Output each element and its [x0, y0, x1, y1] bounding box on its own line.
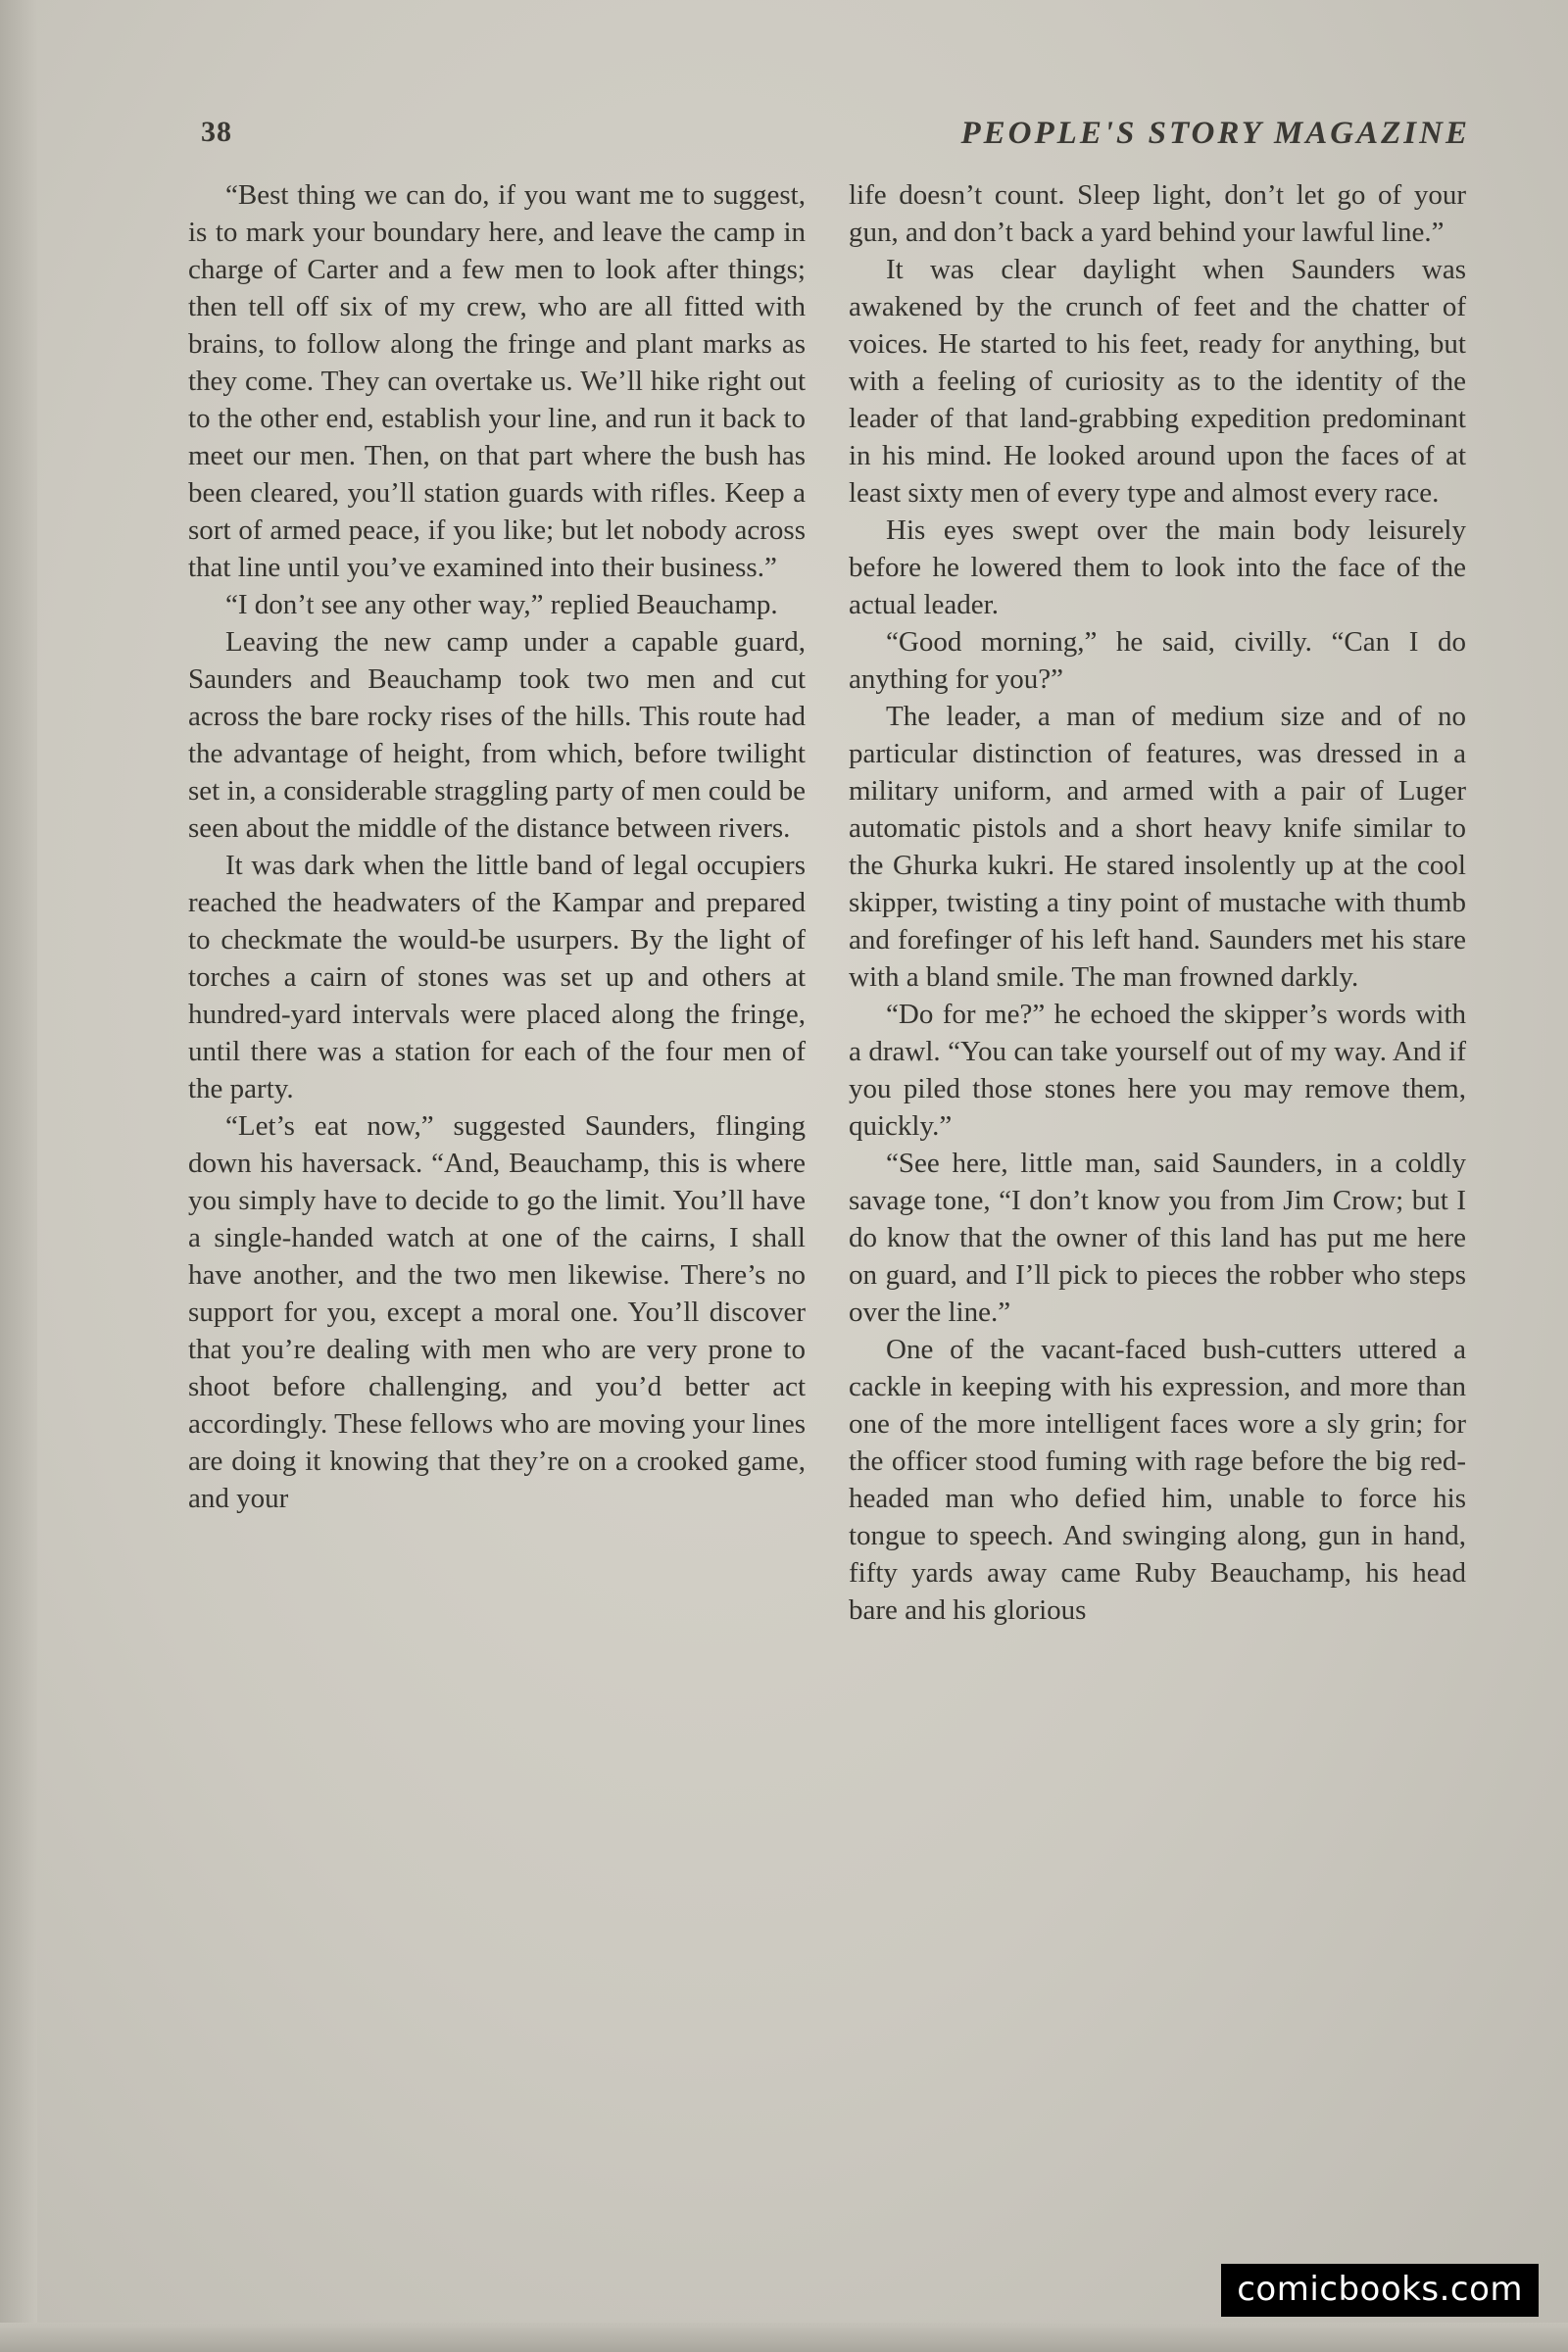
running-title: PEOPLE'S STORY MAGAZINE	[960, 116, 1470, 151]
watermark-label: comicbooks.com	[1221, 2264, 1539, 2317]
paragraph: “Let’s eat now,” suggested Saunders, flinging down his haversack. “And, Beauchamp, this is where you simply have to decide to go the limit. You’ll have a single-handed watch at one of the cairns, I shall have another, and the two men likewise. There’s no support for you, except a moral one. You’ll discover that you’re dealing with men who are very prone to shoot before challenging, and you’d better act accordingly. These fellows who are moving your lines are doing it knowing that they’re on a crooked game, and your	[188, 1110, 806, 1514]
page-number: 38	[201, 116, 232, 148]
text-column-left	[188, 176, 806, 1517]
page-bottom-edge	[0, 2323, 1568, 2352]
page-header	[201, 116, 1470, 163]
paragraph: Leaving the new camp under a capable guard, Saunders and Beauchamp took two men and cut across the bare rocky rises of the hills. This route had the advantage of height, from which, before twilight set in, a considerable straggling party of men could be seen about the middle of the distance between rivers.	[188, 626, 806, 844]
paragraph: One of the vacant-faced bush-cutters uttered a cackle in keeping with his expression, and more than one of the more intelligent faces wore a sly grin; for the officer stood fuming with rage before the big red-headed man who defied him, unable to force his tongue to speech. And swinging along, gun in hand, fifty yards away came Ruby Beauchamp, his head bare and his glorious	[849, 1334, 1466, 1626]
paragraph: It was dark when the little band of legal occupiers reached the headwaters of the Kampar and prepared to checkmate the would-be usurpers. By the light of torches a cairn of stones was set up and others at hundred-yard intervals were placed along the fringe, until there was a station for each of the four men of the party.	[188, 850, 806, 1104]
text-column-right	[849, 176, 1466, 1629]
paragraph: His eyes swept over the main body leisurely before he lowered them to look into the face of the actual leader.	[849, 514, 1466, 620]
paragraph: “Best thing we can do, if you want me to suggest, is to mark your boundary here, and leave the camp in charge of Carter and a few men to look after things; then tell off six of my crew, who are all fitted with brains, to follow along the fringe and plant marks as they come. They can overtake us. We’ll hike right out to the other end, establish your line, and run it back to meet our men. Then, on that part where the bush has been cleared, you’ll station guards with rifles. Keep a sort of armed peace, if you like; but let nobody across that line until you’ve examined into their business.”	[188, 179, 806, 583]
paragraph: “I don’t see any other way,” replied Beauchamp.	[225, 589, 778, 620]
paragraph: “Good morning,” he said, civilly. “Can I do anything for you?”	[849, 626, 1466, 695]
paragraph: It was clear daylight when Saunders was awakened by the crunch of feet and the chatter of voices. He started to his feet, ready for anything, but with a feeling of curiosity as to the identity of the leader of that land-grabbing expedition predominant in his mind. He looked around upon the faces of at least sixty men of every type and almost every race.	[849, 254, 1466, 509]
paragraph: “Do for me?” he echoed the skipper’s words with a drawl. “You can take yourself out of my way. And if you piled those stones here you may remove them, quickly.”	[849, 999, 1466, 1142]
paragraph: The leader, a man of medium size and of no particular distinction of features, was dressed in a military uniform, and armed with a pair of Luger automatic pistols and a short heavy knife similar to the Ghurka kukri. He stared insolently up at the cool skipper, twisting a tiny point of mustache with thumb and forefinger of his left hand. Saunders met his stare with a bland smile. The man frowned darkly.	[849, 701, 1466, 993]
paragraph-continued: life doesn’t count. Sleep light, don’t let go of your gun, and don’t back a yard behind your lawful line.”	[849, 179, 1466, 248]
paragraph: “See here, little man, said Saunders, in a coldly savage tone, “I don’t know you from Jim Crow; but I do know that the owner of this land has put me here on guard, and I’ll pick to pieces the robber who steps over the line.”	[849, 1148, 1466, 1328]
page-edge-shadow	[0, 0, 37, 2352]
